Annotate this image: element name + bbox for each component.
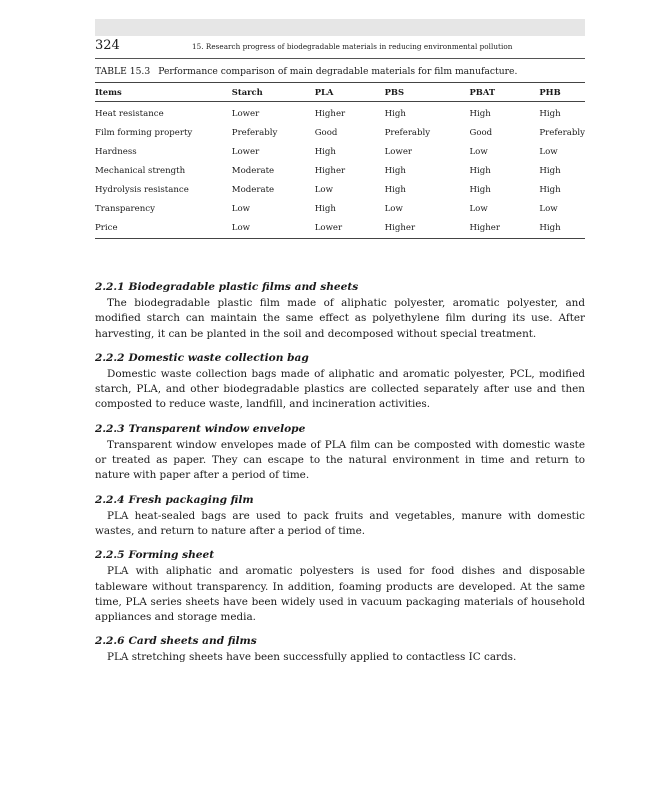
table-cell: Low bbox=[469, 146, 488, 157]
table-cell: High bbox=[539, 165, 561, 176]
section-paragraph: Transparent window envelopes made of PLA film can be composted with domestic waste or treated as paper. They can escape to the natural environment in time and return to nature with paper after a period of time. bbox=[95, 438, 585, 482]
table-cell: Lower bbox=[231, 146, 260, 157]
table-cell: Transparency bbox=[95, 203, 155, 214]
table-cell: High bbox=[539, 109, 561, 119]
table-cell: Higher bbox=[469, 218, 539, 239]
column-header: PHB bbox=[539, 83, 585, 102]
table-cell: Higher bbox=[385, 218, 470, 239]
table-cell: Hydrolysis resistance bbox=[95, 184, 189, 195]
table-cell: Low bbox=[314, 184, 333, 195]
page-header bbox=[95, 38, 585, 59]
section-heading: 2.2.3 Transparent window envelope bbox=[95, 422, 306, 435]
table-row bbox=[95, 123, 585, 142]
section bbox=[95, 548, 585, 625]
table-row bbox=[95, 180, 585, 199]
section bbox=[95, 280, 585, 342]
table-cell: Preferably bbox=[539, 127, 585, 138]
column-header: Starch bbox=[232, 83, 315, 102]
table-cell: High bbox=[469, 184, 491, 195]
table-cell: Film forming property bbox=[95, 127, 193, 138]
section-paragraph: Domestic waste collection bags made of aliphatic and aromatic polyester, PCL, modified starch, PLA, and other biodegradable plastics are collected separately after use and then composted to reduce waste, landfill, and incineration activities. bbox=[95, 367, 585, 411]
table-caption-text: Performance comparison of main degradable materials for film manufacture. bbox=[158, 66, 518, 77]
section-paragraph: PLA heat-sealed bags are used to pack fruits and vegetables, manure with domestic wastes, and return to nature after a period of time. bbox=[95, 509, 585, 537]
table-cell: Low bbox=[231, 203, 251, 214]
table-row bbox=[95, 161, 585, 180]
section-heading: 2.2.5 Forming sheet bbox=[95, 549, 215, 562]
section-heading: 2.2.6 Card sheets and films bbox=[95, 635, 257, 648]
section bbox=[95, 493, 585, 540]
table-cell: High bbox=[539, 218, 585, 239]
page-number: 324 bbox=[95, 38, 120, 53]
section bbox=[95, 422, 585, 484]
section-heading: 2.2.1 Biodegradable plastic films and sheets bbox=[95, 281, 359, 293]
section-paragraph: The biodegradable plastic film made of aliphatic polyester, aromatic polyester, and modified starch can maintain the same effect as polyethylene film during its use. After harvesting, it can be planted in the soil and decomposed without special treatment. bbox=[95, 297, 585, 340]
table-row bbox=[95, 142, 585, 161]
performance-table bbox=[95, 82, 585, 239]
table-cell: High bbox=[384, 109, 406, 119]
section-paragraph: PLA stretching sheets have been successfully applied to contactless IC cards. bbox=[107, 651, 517, 664]
table-cell: Price bbox=[95, 218, 232, 239]
table-cell: High bbox=[469, 109, 491, 119]
table-cell: Low bbox=[469, 203, 488, 214]
section bbox=[95, 634, 585, 665]
table-cell: Preferably bbox=[384, 127, 431, 138]
section bbox=[95, 351, 585, 413]
section-heading: 2.2.4 Fresh packaging film bbox=[95, 493, 254, 506]
column-header: PLA bbox=[315, 83, 385, 102]
table-header-row bbox=[95, 83, 585, 102]
table-cell: Low bbox=[539, 146, 558, 157]
table-row bbox=[95, 102, 585, 124]
table-cell: Moderate bbox=[231, 165, 275, 176]
running-title: 15. Research progress of biodegradable materials in reducing environmental pollution bbox=[192, 42, 513, 51]
body-content bbox=[95, 280, 585, 675]
header-shade-bar bbox=[95, 19, 585, 36]
table-label: TABLE 15.3 bbox=[95, 66, 151, 77]
table-cell: Low bbox=[539, 203, 558, 214]
column-header: PBAT bbox=[469, 83, 539, 102]
table-cell: High bbox=[314, 146, 336, 157]
table-cell: Low bbox=[384, 203, 403, 214]
table-cell: Moderate bbox=[231, 184, 275, 195]
table-cell: Heat resistance bbox=[95, 109, 164, 119]
section-paragraph: PLA with aliphatic and aromatic polyesters is used for food dishes and disposable tableware without transparency. In addition, foaming products are developed. At the same time, PLA series sheets have been widely used in vacuum packaging materials of household appliances and storage media. bbox=[95, 565, 585, 624]
table-cell: Higher bbox=[314, 109, 346, 119]
table-cell: Higher bbox=[314, 165, 346, 176]
table-cell: Lower bbox=[384, 146, 413, 157]
table-cell: Lower bbox=[231, 109, 260, 119]
table-caption bbox=[95, 66, 585, 77]
table-cell: High bbox=[384, 184, 406, 195]
table-row bbox=[95, 218, 585, 239]
section-heading: 2.2.2 Domestic waste collection bag bbox=[95, 351, 309, 364]
table-cell: Good bbox=[314, 127, 338, 138]
table-cell: High bbox=[314, 203, 336, 214]
table-cell: Good bbox=[469, 127, 493, 138]
column-header: Items bbox=[95, 83, 232, 102]
table-cell: Preferably bbox=[231, 127, 278, 138]
table-cell: High bbox=[539, 184, 561, 195]
table-cell: Lower bbox=[315, 218, 385, 239]
table-cell: Low bbox=[232, 218, 315, 239]
column-header: PBS bbox=[385, 83, 470, 102]
table-cell: High bbox=[384, 165, 406, 176]
table-cell: Mechanical strength bbox=[95, 165, 186, 176]
table-row bbox=[95, 199, 585, 218]
table-cell: Hardness bbox=[95, 146, 137, 157]
table-cell: High bbox=[469, 165, 491, 176]
